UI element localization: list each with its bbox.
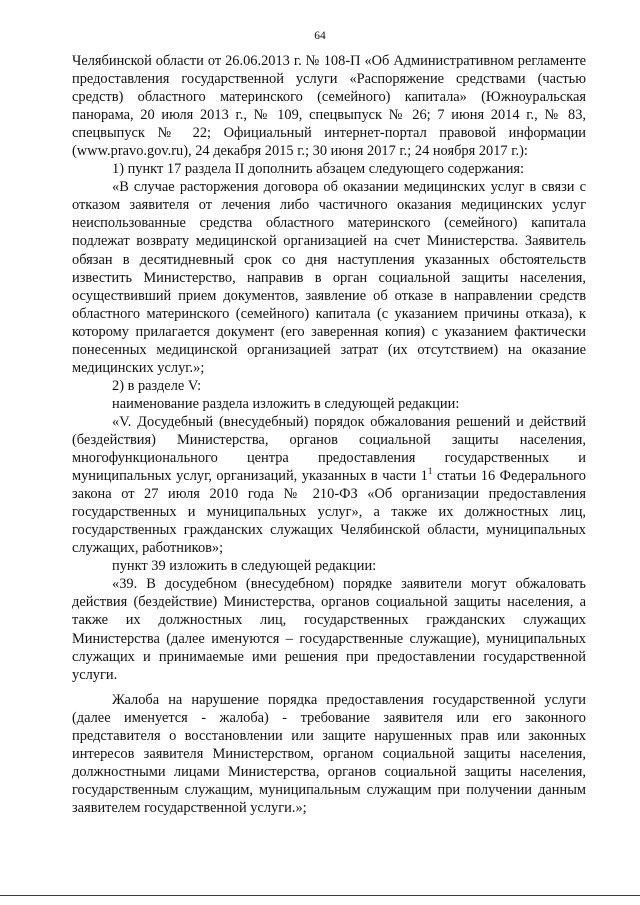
page-number: 64 bbox=[314, 30, 326, 42]
paragraph-citation: Челябинской области от 26.06.2013 г. № 108-П «Об Административном регламенте предоставления государственной услуги «Распоряжение средствами (частью средств) областного материнского (семейного) капитала» (Южноуральская панорама, 20 июля 2013 г., № 109, спецвыпуск № 26; 7 июня 2014 г., № 83, спецвыпуск № 22; Официальный интернет-портал правовой информации (www.pravo.gov.ru), 24 декабря 2015 г.; 30 июня 2017 г.; 24 ноября 2017 г.): bbox=[72, 53, 586, 160]
paragraph-point-39-intro: пункт 39 изложить в следующей редакции: bbox=[112, 558, 377, 575]
paragraph-complaint-definition: Жалоба на нарушение порядка предоставления государственной услуги (далее именуется - жалоба) - требование заявителя или его законного представителя о восстановлении или защите нарушенных прав или законных интересов заявителя Министерством, органом социальной защиты населения, должностными лицами Министерства, органов социальной защиты населения, государственным служащим, муниципальным служащим при получении данным заявителем государственной услуги.»; bbox=[72, 691, 586, 816]
paragraph-item-1: 1) пункт 17 раздела II дополнить абзацем следующего содержания: bbox=[112, 161, 525, 178]
paragraph-quote-medical: «В случае расторжения договора об оказании медицинских услуг в связи с отказом заявителя от лечения либо частичного оказания медицинских услуг неиспользованные средства областного материнского (семейного) капитала подлежат возврату медицинской организацией на счет Министерства. Заявитель обязан в десятидневный срок со дня наступления указанных обстоятельств известить Министерство, направив в орган социальной защиты населения, осуществивший прием документов, заявление об отказе в направлении средств областного материнского (семейного) капитала (с указанием причины отказа), к которому прилагается документ (его заверенная копия) с указанием фактически понесенных медицинской организацией затрат (их отсутствием) на оказание медицинских услуг.»; bbox=[72, 179, 586, 376]
footnote-superscript: 1 bbox=[427, 466, 433, 477]
paragraph-point-39: «39. В досудебном (внесудебном) порядке заявители могут обжаловать действия (бездействие) Министерства, органов социальной защиты населения, а также их должностных лиц, государственных гражданских служащих Министерства (далее именуются – государственные служащие), муниципальных служащих и принимаемые ими решения при предоставлении государственной услуги. bbox=[72, 576, 586, 683]
paragraph-section-name: наименование раздела изложить в следующей редакции: bbox=[112, 395, 460, 412]
bottom-divider bbox=[0, 895, 640, 896]
section-v-title-part-1: «V. Досудебный (внесудебный) порядок обжалования решений и действий (бездействия) Министерства, органов социальной защиты населения, многофункционального центра предоставления государственных и муниципальных услуг, организаций, указанных в части 1 bbox=[72, 413, 586, 485]
section-v-title-part-2: статьи 16 Федерального закона от 27 июля 2010 года № 210-ФЗ «Об организации предоставления государственных и муниципальных услуг», а также их должностных лиц, государственных гражданских служащих Челябинской области, муниципальных служащих, работников»; bbox=[72, 468, 586, 557]
paragraph-item-2: 2) в разделе V: bbox=[112, 377, 202, 394]
paragraph-section-v-title bbox=[72, 413, 586, 557]
document-body bbox=[72, 52, 586, 817]
